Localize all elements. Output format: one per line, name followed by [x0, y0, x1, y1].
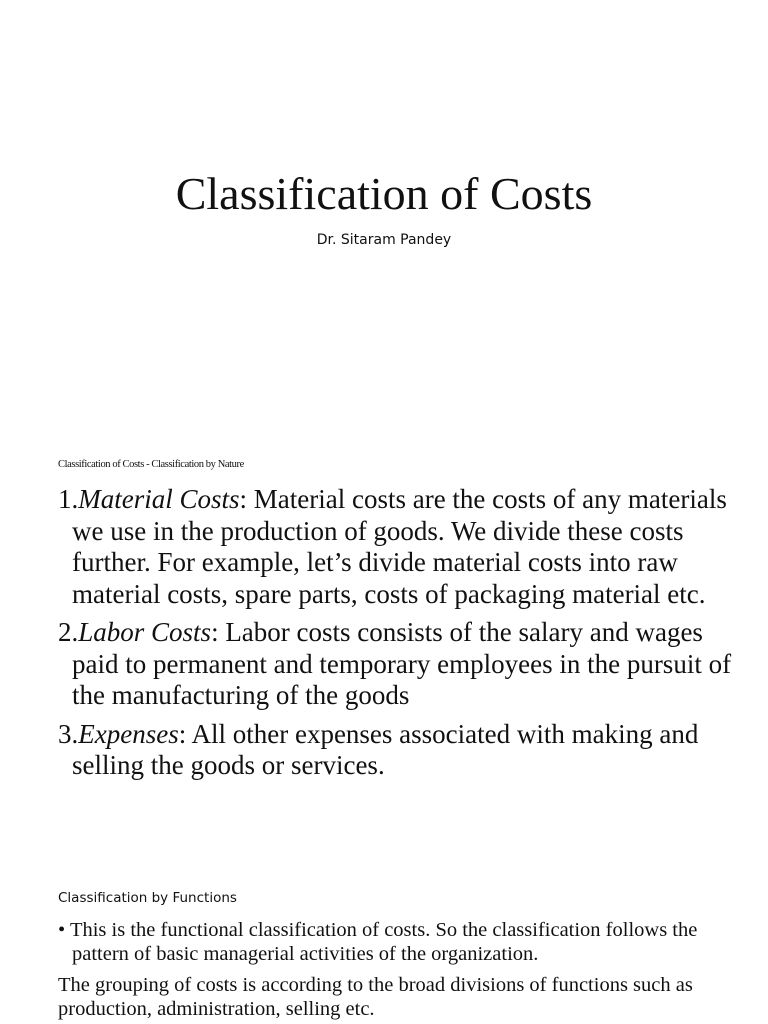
item-text: : Material costs are the costs of any materials we use in the production of goods. We divide these costs further. For example, let’s divide material costs into raw material costs, spare parts, costs of packaging material etc. — [72, 484, 727, 609]
list-item-material-costs — [58, 484, 738, 610]
item-term: Material Costs — [78, 484, 240, 514]
nature-cost-list — [58, 484, 738, 789]
item-term: Expenses — [78, 718, 179, 749]
functions-paragraph: The grouping of costs is according to the broad divisions of functions such as production, administration, selling etc. — [58, 974, 693, 1020]
bullet-item-functional — [58, 918, 738, 966]
item-text: : All other expenses associated with making and selling the goods or services. — [72, 718, 699, 780]
list-item-labor-costs — [58, 617, 738, 712]
item-number: 2. — [58, 617, 79, 647]
section-heading-functions: Classification by Functions — [58, 890, 237, 906]
author-name: Dr. Sitaram Pandey — [316, 232, 452, 248]
bullet-icon: • — [58, 919, 66, 941]
item-number: 1. — [58, 484, 79, 514]
section-heading-nature: Classification of Costs - Classification by Nature — [58, 459, 244, 470]
page-title: Classification of Costs — [175, 168, 593, 219]
list-item-expenses — [58, 719, 738, 782]
bullet-text: This is the functional classification of costs. So the classification follows the pattern of basic managerial activities of the organization. — [69, 919, 698, 965]
item-term: Labor Costs — [78, 617, 212, 647]
item-number: 3. — [58, 718, 79, 749]
item-text: : Labor costs consists of the salary and wages paid to permanent and temporary employees in the pursuit of the manufacturing of the goods — [72, 617, 732, 710]
